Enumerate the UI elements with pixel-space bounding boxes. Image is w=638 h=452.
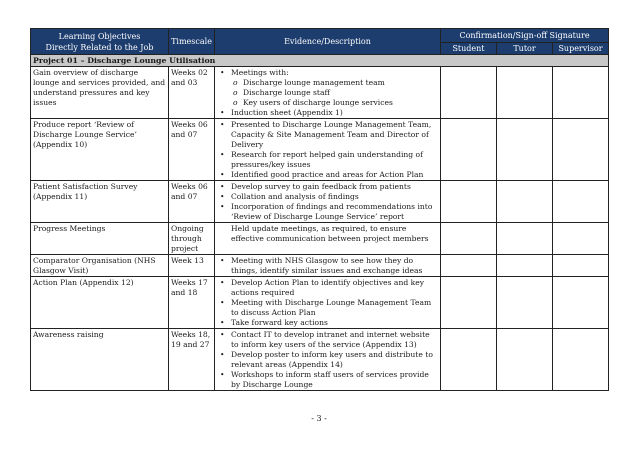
evidence-item: • Meeting with Discharge Lounge Management Team to discuss Action Plan [217, 298, 438, 318]
header-tutor: Tutor [497, 43, 553, 55]
evidence-sub-item: o Discharge lounge management team [217, 78, 438, 88]
header-timescale: Timescale [169, 29, 215, 55]
student-signature-cell [441, 67, 497, 119]
table-row [31, 277, 609, 329]
supervisor-signature-cell [553, 67, 609, 119]
timescale-cell: Week 13 [169, 255, 215, 277]
timescale-cell: Weeks 06 and 07 [169, 181, 215, 223]
student-signature-cell [441, 277, 497, 329]
objective-cell: Patient Satisfaction Survey (Appendix 11) [31, 181, 169, 223]
tutor-signature-cell [497, 223, 553, 255]
student-signature-cell [441, 181, 497, 223]
objective-cell: Gain overview of discharge lounge and services provided, and understand pressures and key issues [31, 67, 169, 119]
supervisor-signature-cell [553, 329, 609, 391]
tutor-signature-cell [497, 181, 553, 223]
header-objectives-line2: Directly Related to the Job [45, 43, 154, 52]
supervisor-signature-cell [553, 223, 609, 255]
table-row [31, 119, 609, 181]
evidence-item: • Contact IT to develop intranet and internet website to inform key users of the service (Appendix 13) [217, 330, 438, 350]
header-supervisor: Supervisor [553, 43, 609, 55]
evidence-sub-item: o Discharge lounge staff [217, 88, 438, 98]
evidence-item: • Research for report helped gain understanding of pressures/key issues [217, 150, 438, 170]
evidence-cell [215, 329, 441, 391]
learning-objectives-table [30, 28, 609, 391]
evidence-cell [215, 119, 441, 181]
objective-cell: Awareness raising [31, 329, 169, 391]
evidence-cell [215, 67, 441, 119]
timescale-cell: Ongoing through project [169, 223, 215, 255]
student-signature-cell [441, 329, 497, 391]
supervisor-signature-cell [553, 119, 609, 181]
project-title-row: Project 01 – Discharge Lounge Utilisation [31, 55, 609, 67]
evidence-item: • Workshops to inform staff users of services provide by Discharge Lounge [217, 370, 438, 390]
header-evidence: Evidence/Description [215, 29, 441, 55]
evidence-item: • Develop survey to gain feedback from patients [217, 182, 438, 192]
header-objectives-line1: Learning Objectives [58, 32, 141, 41]
timescale-cell: Weeks 02 and 03 [169, 67, 215, 119]
timescale-cell: Weeks 17 and 18 [169, 277, 215, 329]
objective-cell: Produce report ‘Review of Discharge Lounge Service’ (Appendix 10) [31, 119, 169, 181]
supervisor-signature-cell [553, 255, 609, 277]
objective-cell: Action Plan (Appendix 12) [31, 277, 169, 329]
evidence-cell [215, 277, 441, 329]
evidence-item: Held update meetings, as required, to ensure effective communication between project members [231, 224, 429, 243]
supervisor-signature-cell [553, 181, 609, 223]
evidence-item: • Collation and analysis of findings [217, 192, 438, 202]
timescale-cell: Weeks 18, 19 and 27 [169, 329, 215, 391]
evidence-item: • Incorporation of findings and recommendations into ‘Review of Discharge Lounge Service’ report [217, 202, 438, 222]
evidence-sub-item: o Key users of discharge lounge services [217, 98, 438, 108]
supervisor-signature-cell [553, 277, 609, 329]
tutor-signature-cell [497, 119, 553, 181]
table-row [31, 329, 609, 391]
tutor-signature-cell [497, 329, 553, 391]
student-signature-cell [441, 119, 497, 181]
document-page [30, 28, 608, 391]
table-row [31, 223, 609, 255]
table-row [31, 67, 609, 119]
evidence-item: • Develop poster to inform key users and distribute to relevant areas (Appendix 14) [217, 350, 438, 370]
evidence-cell [215, 181, 441, 223]
evidence-item: • Meeting with NHS Glasgow to see how they do things, identify similar issues and exchange ideas [217, 256, 438, 276]
table-row [31, 181, 609, 223]
evidence-item: • Meetings with: [217, 68, 438, 78]
evidence-item: • Induction sheet (Appendix 1) [217, 108, 438, 118]
student-signature-cell [441, 223, 497, 255]
header-student: Student [441, 43, 497, 55]
tutor-signature-cell [497, 277, 553, 329]
evidence-item: • Take forward key actions [217, 318, 438, 328]
header-learning-objectives [31, 29, 169, 55]
evidence-cell [215, 223, 441, 255]
evidence-item: • Develop Action Plan to identify objectives and key actions required [217, 278, 438, 298]
objective-cell: Progress Meetings [31, 223, 169, 255]
tutor-signature-cell [497, 67, 553, 119]
student-signature-cell [441, 255, 497, 277]
page-number: - 3 - [311, 414, 327, 423]
objective-cell: Comparator Organisation (NHS Glasgow Visit) [31, 255, 169, 277]
tutor-signature-cell [497, 255, 553, 277]
timescale-cell: Weeks 06 and 07 [169, 119, 215, 181]
evidence-item: • Identified good practice and areas for Action Plan [217, 170, 438, 180]
table-row [31, 255, 609, 277]
evidence-item: • Presented to Discharge Lounge Management Team, Capacity & Site Management Team and Director of Delivery [217, 120, 438, 150]
evidence-cell [215, 255, 441, 277]
header-confirmation: Confirmation/Sign-off Signature [441, 29, 609, 43]
